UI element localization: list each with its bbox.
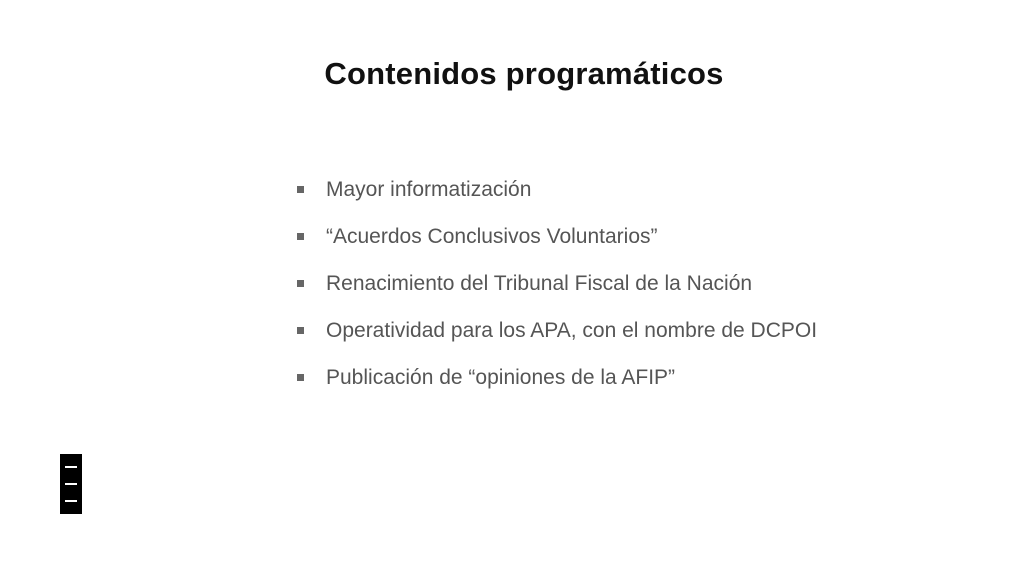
bullet-text: Renacimiento del Tribunal Fiscal de la Nación (326, 271, 753, 295)
menu-line (65, 483, 77, 485)
bullet-item (296, 166, 817, 213)
square-bullet-icon (297, 374, 304, 381)
bullet-text: “Acuerdos Conclusivos Voluntarios” (326, 224, 658, 248)
menu-line (65, 500, 77, 502)
slide-menu-icon[interactable] (60, 454, 82, 514)
bullet-item (296, 307, 817, 354)
slide-title: Contenidos programáticos (324, 56, 724, 91)
bullet-list (296, 166, 817, 401)
bullet-item (296, 260, 817, 307)
bullet-text: Operatividad para los APA, con el nombre de DCPOI (326, 318, 818, 342)
square-bullet-icon (297, 233, 304, 240)
square-bullet-icon (297, 280, 304, 287)
menu-line (65, 466, 77, 468)
bullet-item (296, 354, 817, 401)
bullet-item (296, 213, 817, 260)
square-bullet-icon (297, 186, 304, 193)
bullet-text: Mayor informatización (326, 177, 532, 201)
bullet-text: Publicación de “opiniones de la AFIP” (326, 365, 676, 389)
square-bullet-icon (297, 327, 304, 334)
